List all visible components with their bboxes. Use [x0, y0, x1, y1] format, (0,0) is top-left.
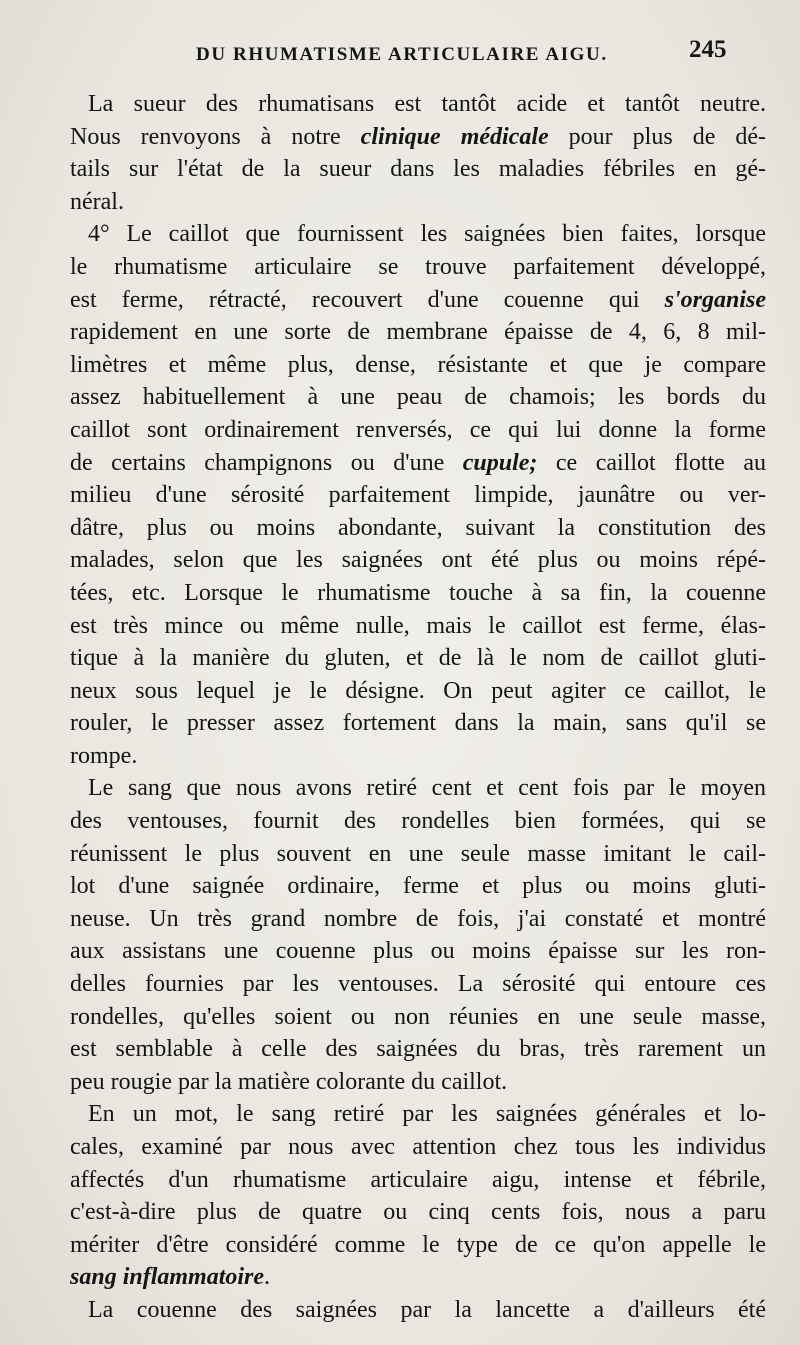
- text-line: rondelles, qu'elles soient ou non réunies en une seule masse,: [70, 1003, 766, 1030]
- text-line: Nous renvoyons à notre clinique médicale pour plus de dé-: [70, 123, 767, 150]
- text-line: sang inflammatoire.: [70, 1264, 271, 1291]
- text-line: des ventouses, fournit des rondelles bien formées, qui se: [70, 808, 766, 835]
- text-line: de certains champignons ou d'une cupule; ce caillot flotte au: [70, 449, 766, 476]
- page-header: [0, 36, 800, 70]
- text-line: rapidement en une sorte de membrane épaisse de 4, 6, 8 mil-: [70, 319, 766, 346]
- text-line: milieu d'une sérosité parfaitement limpide, jaunâtre ou ver-: [70, 482, 766, 509]
- text-line: assez habituellement à une peau de chamois; les bords du: [70, 384, 766, 411]
- text-line: tails sur l'état de la sueur dans les maladies fébriles en gé-: [70, 156, 766, 183]
- italic-term: cupule;: [462, 449, 538, 476]
- text-line: affectés d'un rhumatisme articulaire aigu, intense et fébrile,: [70, 1166, 766, 1193]
- text-line: réunissent le plus souvent en une seule masse imitant le cail-: [70, 840, 766, 867]
- text-line: c'est-à-dire plus de quatre ou cinq cents fois, nous a paru: [70, 1199, 766, 1226]
- body-text: [70, 88, 766, 1327]
- paragraph: [70, 772, 766, 1098]
- text-line: La sueur des rhumatisans est tantôt acide et tantôt neutre.: [88, 91, 766, 117]
- text-line: peu rougie par la matière colorante du caillot.: [70, 1068, 508, 1095]
- text-line: caillot sont ordinairement renversés, ce qui lui donne la forme: [70, 416, 766, 443]
- paragraph: [70, 1098, 766, 1294]
- text-line: est très mince ou même nulle, mais le caillot est ferme, élas-: [70, 612, 766, 639]
- text-line: néral.: [70, 188, 124, 215]
- text-line: malades, selon que les saignées ont été plus ou moins répé-: [70, 547, 766, 574]
- text-line: cales, examiné par nous avec attention chez tous les individus: [70, 1134, 766, 1160]
- text-line: rompe.: [70, 742, 138, 769]
- text-line: mériter d'être considéré comme le type de ce qu'on appelle le: [70, 1231, 766, 1258]
- text-line: 4° Le caillot que fournissent les saignées bien faites, lorsque: [88, 221, 766, 248]
- italic-term: s'organise: [664, 286, 766, 313]
- italic-term: clinique médicale: [360, 123, 549, 150]
- text-line: tées, etc. Lorsque le rhumatisme touche à sa fin, la couenne: [70, 579, 766, 606]
- text-line: dâtre, plus ou moins abondante, suivant la constitution des: [70, 514, 766, 541]
- text-line: delles fournies par les ventouses. La sérosité qui entoure ces: [70, 971, 766, 998]
- text-line: neuse. Un très grand nombre de fois, j'ai constaté et montré: [70, 905, 766, 932]
- running-title: DU RHUMATISME ARTICULAIRE AIGU.: [196, 44, 608, 65]
- text-line: est ferme, rétracté, recouvert d'une couenne qui s'organise: [70, 286, 766, 313]
- page-number: 245: [689, 36, 727, 63]
- text-line: le rhumatisme articulaire se trouve parfaitement développé,: [70, 253, 766, 280]
- text-line: limètres et même plus, dense, résistante et que je compare: [70, 351, 766, 378]
- text-line: La couenne des saignées par la lancette a d'ailleurs été: [88, 1296, 766, 1323]
- text-line: tique à la manière du gluten, et de là le nom de caillot gluti-: [70, 645, 766, 672]
- paragraph: [70, 1294, 766, 1327]
- text-line: aux assistans une couenne plus ou moins épaisse sur les ron-: [70, 938, 766, 965]
- text-line: En un mot, le sang retiré par les saignées générales et lo-: [88, 1101, 766, 1128]
- text-line: Le sang que nous avons retiré cent et cent fois par le moyen: [88, 775, 766, 802]
- paragraph: [70, 218, 766, 772]
- text-line: est semblable à celle des saignées du bras, très rarement un: [70, 1036, 766, 1063]
- paragraph: [70, 88, 766, 218]
- text-line: neux sous lequel je le désigne. On peut agiter ce caillot, le: [70, 677, 766, 704]
- italic-term: sang inflammatoire: [70, 1264, 265, 1291]
- text-line: lot d'une saignée ordinaire, ferme et plus ou moins gluti-: [70, 873, 766, 900]
- text-line: rouler, le presser assez fortement dans la main, sans qu'il se: [70, 710, 766, 737]
